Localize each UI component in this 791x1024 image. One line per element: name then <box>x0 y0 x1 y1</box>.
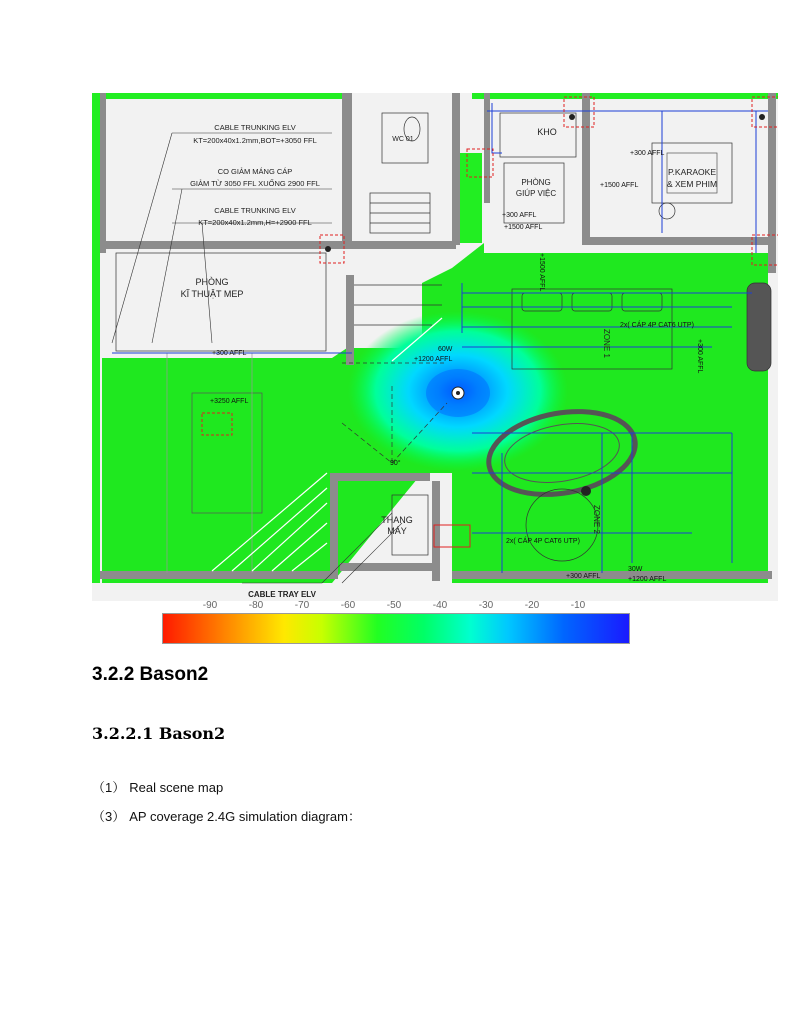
trunking-2-title: CABLE TRUNKING ELV <box>214 206 296 215</box>
cable-tray-label: CABLE TRAY ELV <box>248 590 316 599</box>
legend-ticks <box>162 598 630 614</box>
legend-tick: -90 <box>202 600 218 611</box>
label-affl-1500-v: +1500 AFFL <box>538 253 545 292</box>
trunking-1-spec: KT=200x40x1.2mm,BOT=+3050 FFL <box>193 136 317 145</box>
legend-tick: -50 <box>386 600 402 611</box>
label-affl-300-b: +300 AFFL <box>502 212 537 219</box>
room-wc: WC 01 <box>392 136 414 143</box>
label-60w: 60W <box>438 346 453 353</box>
subsection-heading: 3.2.2.1 Bason2 <box>92 724 226 743</box>
label-cable-1: 2x( CÁP 4P CAT6 UTP) <box>620 322 694 329</box>
label-affl-300-a: +300 AFFL <box>630 150 665 157</box>
label-affl-3250: +3250 AFFL <box>210 398 249 405</box>
list-item-text: AP coverage 2.4G simulation diagram： <box>129 809 361 824</box>
label-cable-2: 2x( CÁP 4P CAT6 UTP) <box>506 538 580 545</box>
floorplan-svg <box>92 93 778 601</box>
list-item-number: （3） <box>92 809 126 824</box>
legend-color-gradient <box>162 613 630 644</box>
room-thang-may-1: THANG <box>381 515 413 525</box>
trunking-2-spec: KT=200x40x1.2mm,H=+2900 FFL <box>198 218 312 227</box>
room-thang-may-2: MÁY <box>387 526 407 536</box>
room-zone-1: ZONE 1 <box>602 329 611 358</box>
room-giup-viec-1: PHÒNG <box>521 178 551 187</box>
legend-tick: -10 <box>570 600 586 611</box>
room-giup-viec-2: GIÚP VIỆC <box>515 189 557 198</box>
legend-tick: -30 <box>478 600 494 611</box>
trunking-1-title: CABLE TRUNKING ELV <box>214 123 296 132</box>
reducer-spec: GIẢM TỪ 3050 FFL XUỐNG 2900 FFL <box>190 179 320 188</box>
list-item-text: Real scene map <box>129 780 224 795</box>
label-affl-1500-a: +1500 AFFL <box>600 182 639 189</box>
label-affl-1200-a: +1200 AFFL <box>414 356 453 363</box>
room-ky-thuat-1: PHÒNG <box>195 277 229 287</box>
label-affl-300-c: +300 AFFL <box>212 350 247 357</box>
room-karaoke-1: P.KARAOKE <box>667 167 717 177</box>
label-angle: 90° <box>390 460 401 467</box>
label-affl-1200-b: +1200 AFFL <box>628 576 667 583</box>
reducer-title: CO GIẢM MÁNG CÁP <box>217 167 293 176</box>
label-affl-300-d: +300 AFFL <box>566 573 601 580</box>
label-affl-300-v: +300 AFFL <box>696 339 703 374</box>
legend-tick: -70 <box>294 600 310 611</box>
label-affl-1500-b: +1500 AFFL <box>504 224 543 231</box>
room-kho: KHO <box>537 127 557 137</box>
room-zone-2: ZONE 2 <box>592 505 601 534</box>
legend-tick: -40 <box>432 600 448 611</box>
list-item-number: （1） <box>92 780 126 795</box>
room-karaoke-2: & XEM PHIM <box>666 179 718 189</box>
list-item-coverage <box>92 806 361 825</box>
room-ky-thuat-2: KĨ THUẬT MEP <box>180 289 244 299</box>
legend-tick: -20 <box>524 600 540 611</box>
signal-strength-legend <box>162 598 630 648</box>
section-heading: 3.2.2 Bason2 <box>92 664 209 685</box>
label-30w: 30W <box>628 566 643 573</box>
coverage-simulation-floorplan <box>92 93 778 601</box>
list-item-real-scene <box>92 777 223 796</box>
legend-tick: -80 <box>248 600 264 611</box>
legend-tick: -60 <box>340 600 356 611</box>
